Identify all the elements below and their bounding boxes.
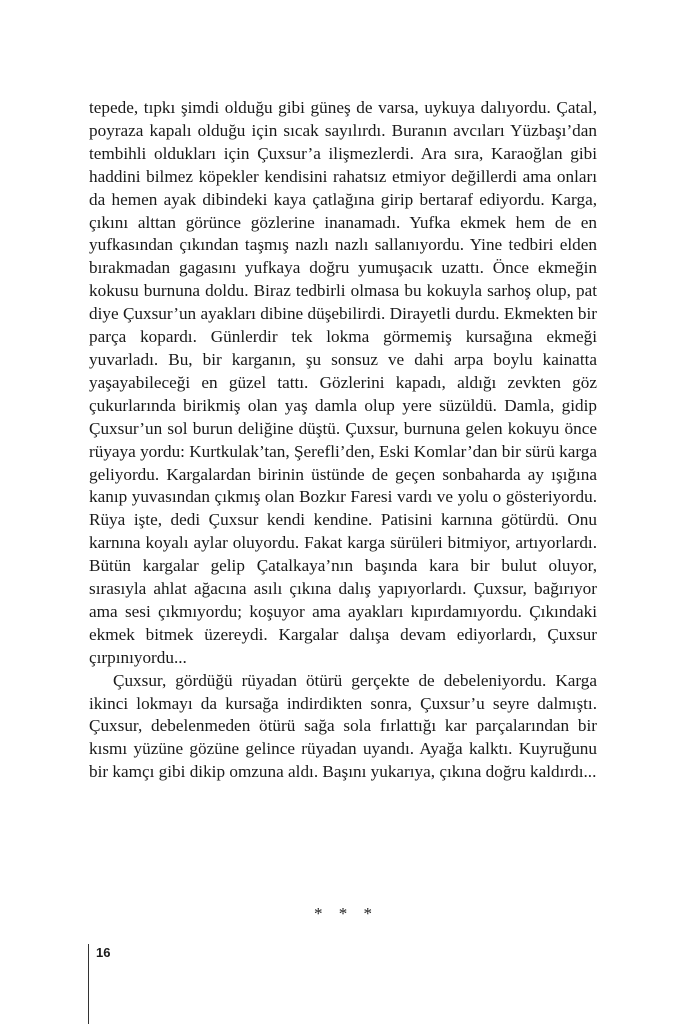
paragraph-2: Çuxsur, gördüğü rüyadan ötürü gerçekte de debeleniyordu. Karga ikinci lokmayı da kursağa indirdikten sonra, Çuxsur’u seyre dalmıştı. Çuxsur, debelenmeden ötürü sağa sola fırlattığı kar parçalarından bir kısmı yüzüne gözüne gelince rüyadan uyandı. Ayağa kalktı. Kuyruğunu bir kamçı gibi dikip omzuna aldı. Başını yukarıya, çıkına doğru kaldırdı... <box>89 670 597 782</box>
page-number: 16 <box>96 945 111 960</box>
body-text <box>89 97 597 784</box>
paragraph-1: tepede, tıpkı şimdi olduğu gibi güneş de varsa, uykuya dalıyordu. Çatal, poyraza kapalı olduğu için sıcak sayılırdı. Buranın avcıları Yüzbaşı’dan tembihli oldukları için Çuxsur’a ilişmezlerdi. Ara sıra, Karaoğlan gibi haddini bilmez köpekler kendisini rahatsız etmiyor değillerdi ama onları da hemen ayak dibindeki kaya çatlağına girip bertaraf ediyordu. Karga, çıkını alttan görünce gözlerine inanamadı. Yufka ekmek hem de en yufkasından çıkından taşmış nazlı nazlı sallanıyordu. Yine tedbiri elden bırakmadan gagasını yufkaya doğru yumuşacık uzattı. Önce ekmeğin kokusu burnuna doldu. Biraz tedbirli olmasa bu kokuyla sarhoş olup, pat diye Çuxsur’un ayakları dibine düşebilirdi. Dirayetli durdu. Ekmekten bir parça kopardı. Günlerdir tek lokma görmemiş kursağına ekmeği yuvarladı. Bu, bir karganın, şu sonsuz ve dahi arpa boylu kainatta yaşayabileceği en güzel tattı. Gözlerini kapadı, aldığı zevkten göz çukurlarında birikmiş olan yaş damla olup yere süzüldü. Damla, gidip Çuxsur’un sol burun deliğine düştü. Çuxsur, burnuna gelen kokuyu önce rüyaya yordu: Kurtkulak’tan, Şerefli’den, Eski Komlar’dan bir sürü karga geliyordu. Kargalardan birinin üstünde de geçen sonbaharda ay ışığına kanıp yuvasından çıkmış olan Bozkır Faresi vardı ve yolu o gösteriyordu. Rüya işte, dedi Çuxsur kendi kendine. Patisini karnına götürdü. Onu karnına koyalı aylar oluyordu. Fakat karga sürüleri bitmiyor, artıyorlardı. Bütün kargalar gelip Çatalkaya’nın başında kara bir bulut oluyor, sırasıyla ahlat ağacına asılı çıkına dalış yapıyorlardı. Çuxsur, bağırıyor ama sesi çıkmıyordu; koşuyor ama ayakları kıpırdamıyordu. Çıkındaki ekmek bitmek üzereydi. Kargalar dalışa devam ediyorlardı, Çuxsur çırpınıyordu... <box>89 98 597 667</box>
margin-rule <box>88 944 89 1024</box>
section-separator: * * * <box>314 904 378 923</box>
